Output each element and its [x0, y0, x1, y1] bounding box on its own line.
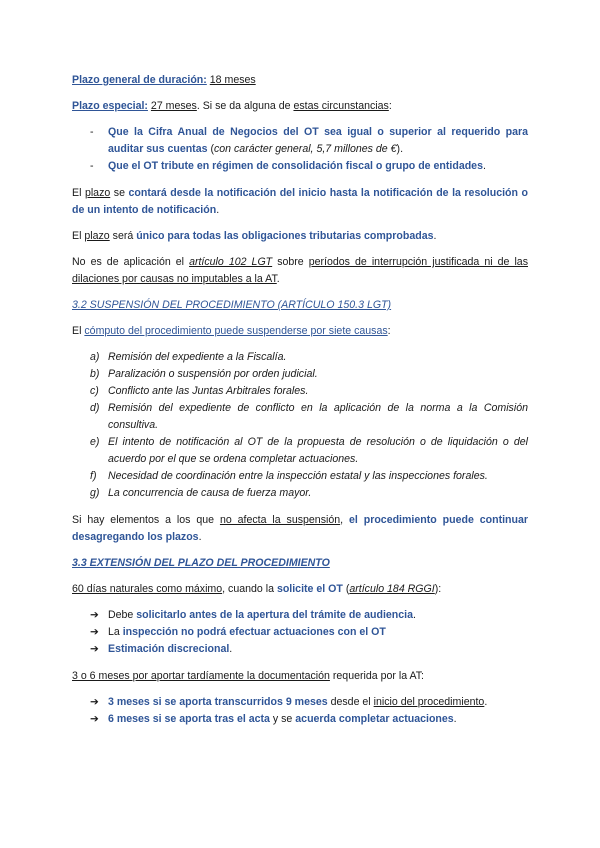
text: .: [482, 160, 486, 172]
text: Paralización o suspensión por orden judicial.: [108, 368, 318, 380]
text: 6 meses si se aporta tras el acta: [108, 713, 270, 725]
paragraph: [72, 254, 528, 288]
list-item: [72, 468, 528, 485]
arrow-icon: ➔: [90, 643, 99, 655]
arrow-icon: ➔: [90, 626, 99, 638]
document-page: [72, 72, 528, 738]
suspension-causes-list: [72, 349, 528, 502]
text: .: [433, 230, 437, 242]
text: inspección no podrá efectuar actuaciones con el OT: [122, 626, 386, 638]
text: La concurrencia de causa de fuerza mayor.: [108, 487, 312, 499]
list-item: [72, 641, 528, 658]
list-item: [72, 158, 528, 175]
list-marker: c): [90, 385, 99, 397]
arrow-icon: ➔: [90, 609, 99, 621]
text: .: [484, 696, 488, 708]
text: se: [110, 187, 129, 199]
text: desde el: [327, 696, 374, 708]
text: (: [342, 583, 350, 595]
text: inicio del procedimiento: [373, 696, 485, 708]
text: (: [207, 143, 214, 155]
paragraph: [72, 228, 528, 245]
list-marker: e): [90, 436, 100, 448]
special-term-value: 27 meses: [150, 100, 197, 112]
text: no afecta la suspensión: [219, 514, 341, 526]
special-term-label: Plazo especial:: [72, 100, 148, 112]
text: será: [109, 230, 137, 242]
text: .: [276, 273, 280, 285]
general-term-line: [72, 72, 528, 89]
list-item: [72, 366, 528, 383]
text: solicite el OT: [276, 583, 343, 595]
text: .: [229, 643, 233, 655]
text: artículo 102 LGT: [189, 256, 273, 268]
list-item: [72, 124, 528, 158]
paragraph: [72, 581, 528, 598]
text: Si hay elementos a los que: [72, 514, 220, 526]
text: con carácter general, 5,7 millones de €: [213, 143, 397, 155]
paragraph: [72, 185, 528, 219]
text: Remisión del expediente de conflicto en la aplicación de la norma a la Comisión consultiva.: [108, 402, 528, 431]
text: único para todas las obligaciones tributarias comprobadas: [136, 230, 434, 242]
special-term-line: [72, 98, 528, 115]
text: Conflicto ante las Juntas Arbitrales forales.: [108, 385, 309, 397]
text: el procedimiento puede continuar desagregando los plazos: [72, 514, 528, 543]
arrow-icon: ➔: [90, 696, 99, 708]
paragraph: [72, 323, 528, 340]
text: 3 o 6 meses por aportar tardíamente la documentación: [72, 670, 330, 682]
text: Necesidad de coordinación entre la inspección estatal y las inspecciones forales.: [108, 470, 488, 482]
dash-marker: -: [90, 126, 94, 138]
text: cómputo del procedimiento puede suspenderse por siete causas: [84, 325, 388, 337]
text: 60 días naturales como máximo: [72, 583, 223, 595]
list-item: [72, 485, 528, 502]
text: .: [216, 204, 220, 216]
list-marker: a): [90, 351, 100, 363]
text: plazo: [84, 187, 111, 199]
list-item: [72, 383, 528, 400]
late-documentation-list: [72, 694, 528, 728]
text: .: [198, 531, 202, 543]
text: plazo: [84, 230, 110, 242]
circumstances-link-text: estas circunstancias: [293, 100, 389, 112]
text: contará desde la notificación del inicio hasta la notificación de la resolución o de un intento de notificación: [72, 187, 528, 216]
section-heading-3-3: 3.3 EXTENSIÓN DEL PLAZO DEL PROCEDIMIENTO: [72, 557, 330, 569]
list-marker: g): [90, 487, 100, 499]
list-marker: f): [90, 470, 97, 482]
list-item: [72, 349, 528, 366]
text: El: [72, 187, 85, 199]
text: No es de aplicación el: [72, 256, 190, 268]
text: artículo 184 RGGI: [349, 583, 435, 595]
text: solicitarlo antes de la apertura del trámite de audiencia: [136, 609, 413, 621]
text: Debe: [108, 609, 137, 621]
text: ).: [396, 143, 404, 155]
list-item: [72, 607, 528, 624]
dash-marker: -: [90, 160, 94, 172]
list-marker: b): [90, 368, 100, 380]
paragraph: [72, 668, 528, 685]
text: El: [72, 230, 85, 242]
section-heading-3-2: 3.2 SUSPENSIÓN DEL PROCEDIMIENTO (ARTÍCULO 150.3 LGT): [72, 299, 392, 311]
text: Que el OT tribute en régimen de consolidación fiscal o grupo de entidades: [108, 160, 483, 172]
text: . Si se da alguna de: [196, 100, 294, 112]
text: , cuando la: [222, 583, 277, 595]
list-item: [72, 694, 528, 711]
text: La: [108, 626, 123, 638]
text: El intento de notificación al OT de la propuesta de resolución o de liquidación o del acuerdo por el que se ordena completar actuaciones.: [108, 436, 528, 465]
list-item: [72, 400, 528, 434]
extension-conditions-list: [72, 607, 528, 658]
text: sobre: [272, 256, 309, 268]
text: acuerda completar actuaciones: [295, 713, 454, 725]
text: Remisión del expediente a la Fiscalía.: [108, 351, 287, 363]
text: :: [388, 100, 392, 112]
text: ,: [340, 514, 349, 526]
text: períodos de interrupción justificada ni de las dilaciones por causas no imputables a la AT: [72, 256, 528, 285]
text: requerida por la AT:: [329, 670, 424, 682]
text: :: [387, 325, 391, 337]
list-marker: d): [90, 402, 100, 414]
arrow-icon: ➔: [90, 713, 99, 725]
text: y se: [269, 713, 296, 725]
circumstances-list: [72, 124, 528, 175]
text: Estimación discrecional: [108, 643, 230, 655]
text: 3 meses si se aporta transcurridos 9 meses: [108, 696, 328, 708]
list-item: [72, 434, 528, 468]
text: ):: [434, 583, 442, 595]
list-item: [72, 624, 528, 641]
general-term-value: 18 meses: [209, 74, 256, 86]
text: .: [413, 609, 416, 621]
text: Que la Cifra Anual de Negocios del OT sea igual o superior al requerido para auditar sus cuentas: [108, 126, 528, 155]
paragraph: [72, 512, 528, 546]
text: .: [453, 713, 457, 725]
list-item: [72, 711, 528, 728]
general-term-label: Plazo general de duración:: [72, 74, 207, 86]
text: El: [72, 325, 85, 337]
